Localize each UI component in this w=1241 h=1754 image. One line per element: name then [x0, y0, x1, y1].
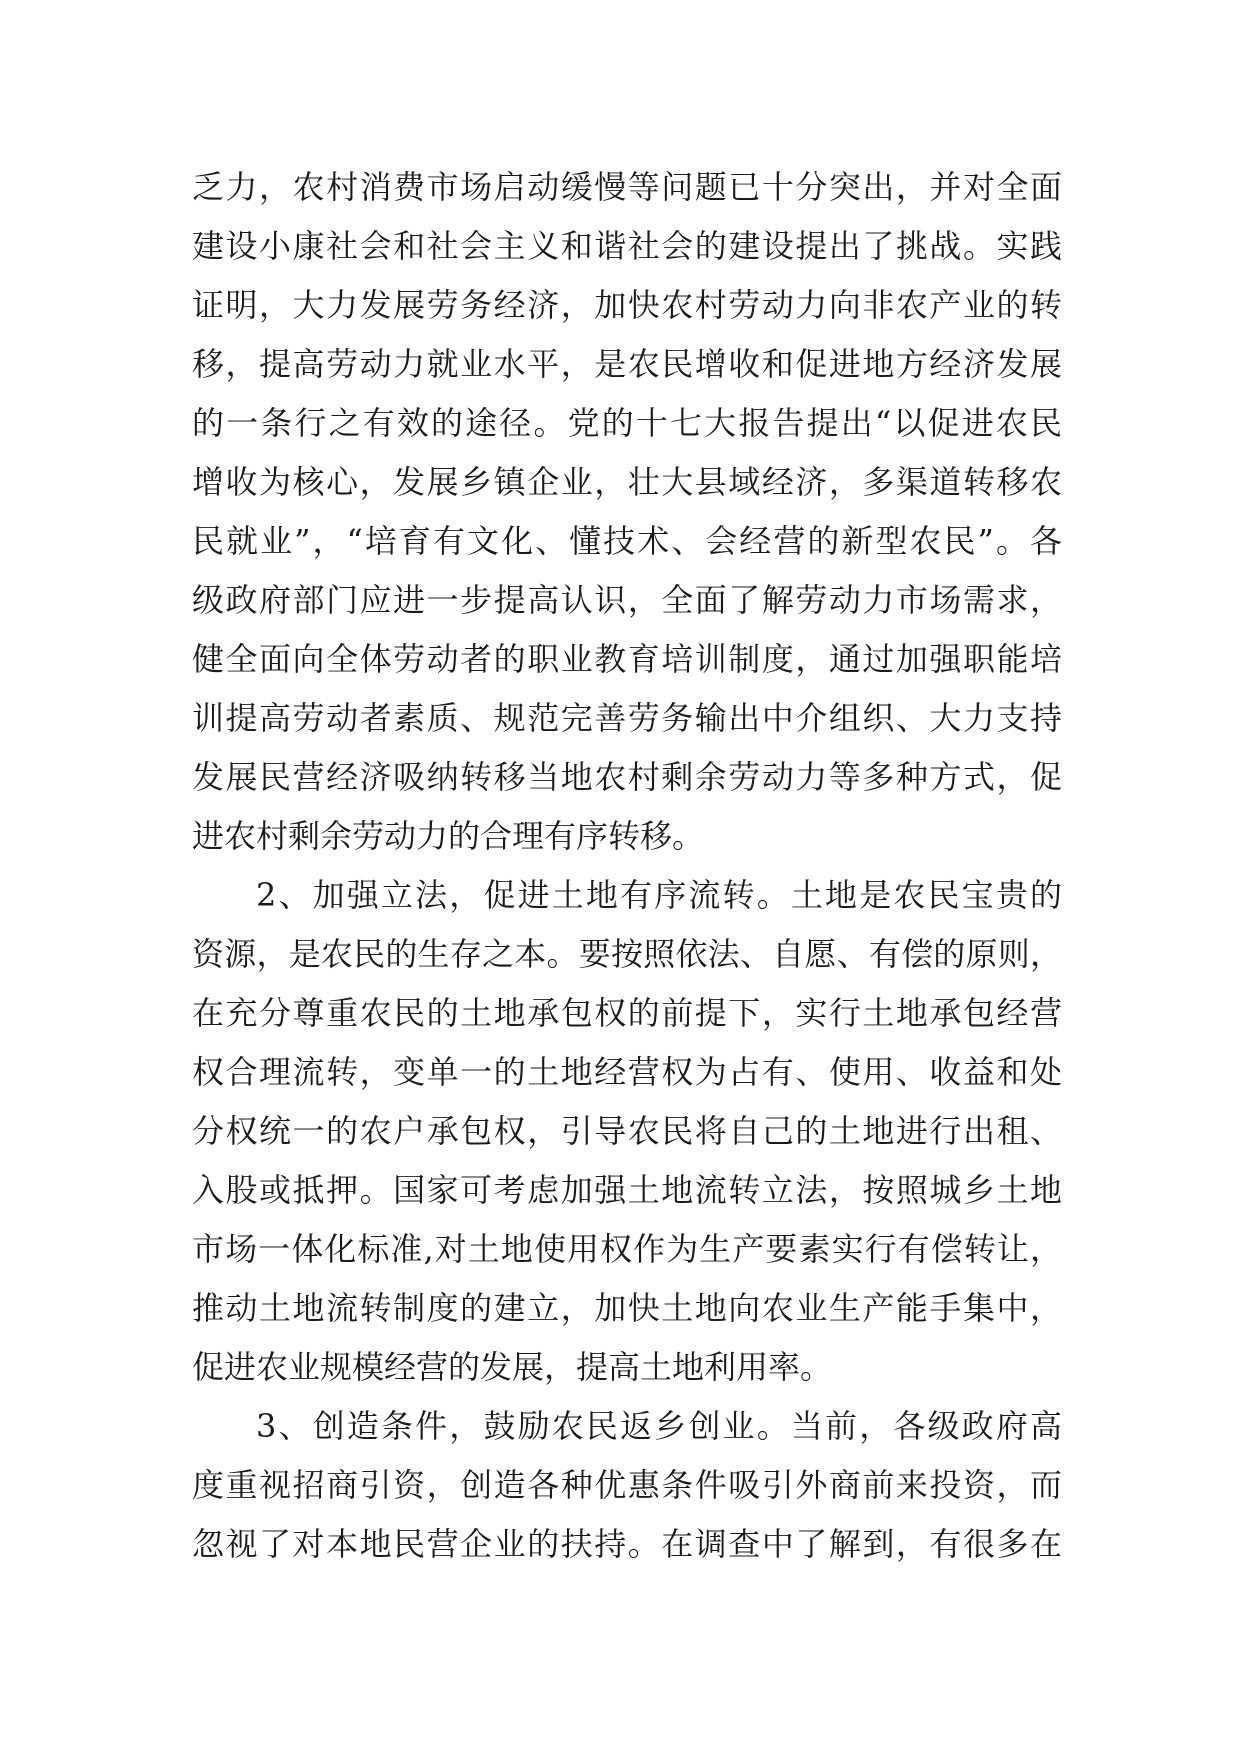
text-line: 入股或抵押。国家可考虑加强土地流转立法，按照城乡土地: [192, 1171, 1062, 1209]
text-line: 移，提高劳动力就业水平，是农民增收和促进地方经济发展: [192, 345, 1062, 383]
text-line: 进农村剩余劳动力的合理有序转移。: [192, 817, 705, 855]
text-line: 级政府部门应进一步提高认识，全面了解劳动力市场需求，: [192, 581, 1062, 619]
paragraph-start-line: 3、创造条件，鼓励农民返乡创业。当前，各级政府高: [256, 1407, 1062, 1445]
text-line: 推动土地流转制度的建立，加快土地向农业生产能手集中，: [192, 1289, 1062, 1327]
text-line: 发展民营经济吸纳转移当地农村剩余劳动力等多种方式，促: [192, 758, 1062, 796]
text-line: 训提高劳动者素质、规范完善劳务输出中介组织、大力支持: [192, 699, 1062, 737]
text-line: 市场一体化标准,对土地使用权作为生产要素实行有偿转让，: [192, 1230, 1062, 1268]
text-line: 促进农业规模经营的发展，提高土地利用率。: [192, 1348, 833, 1386]
text-line: 的一条行之有效的途径。党的十七大报告提出“以促进农民: [192, 404, 1062, 442]
text-line: 健全面向全体劳动者的职业教育培训制度，通过加强职能培: [192, 640, 1062, 678]
text-line: 民就业”，“培育有文化、懂技术、会经营的新型农民”。各: [192, 522, 1062, 560]
text-line: 在充分尊重农民的土地承包权的前提下，实行土地承包经营: [192, 994, 1062, 1032]
text-line: 证明，大力发展劳务经济，加快农村劳动力向非农产业的转: [192, 286, 1062, 324]
text-line: 度重视招商引资，创造各种优惠条件吸引外商前来投资，而: [192, 1466, 1062, 1504]
text-line: 忽视了对本地民营企业的扶持。在调查中了解到，有很多在: [192, 1525, 1062, 1563]
paragraph-start-line: 2、加强立法，促进土地有序流转。土地是农民宝贵的: [256, 876, 1062, 914]
body-text: [192, 158, 1062, 1574]
text-line: 乏力，农村消费市场启动缓慢等问题已十分突出，并对全面: [192, 168, 1062, 206]
text-line: 建设小康社会和社会主义和谐社会的建设提出了挑战。实践: [192, 227, 1062, 265]
text-line: 资源，是农民的生存之本。要按照依法、自愿、有偿的原则，: [192, 935, 1062, 973]
text-line: 增收为核心，发展乡镇企业，壮大县域经济，多渠道转移农: [192, 463, 1062, 501]
text-line: 分权统一的农户承包权，引导农民将自己的土地进行出租、: [192, 1112, 1062, 1150]
text-line: 权合理流转，变单一的土地经营权为占有、使用、收益和处: [192, 1053, 1062, 1091]
